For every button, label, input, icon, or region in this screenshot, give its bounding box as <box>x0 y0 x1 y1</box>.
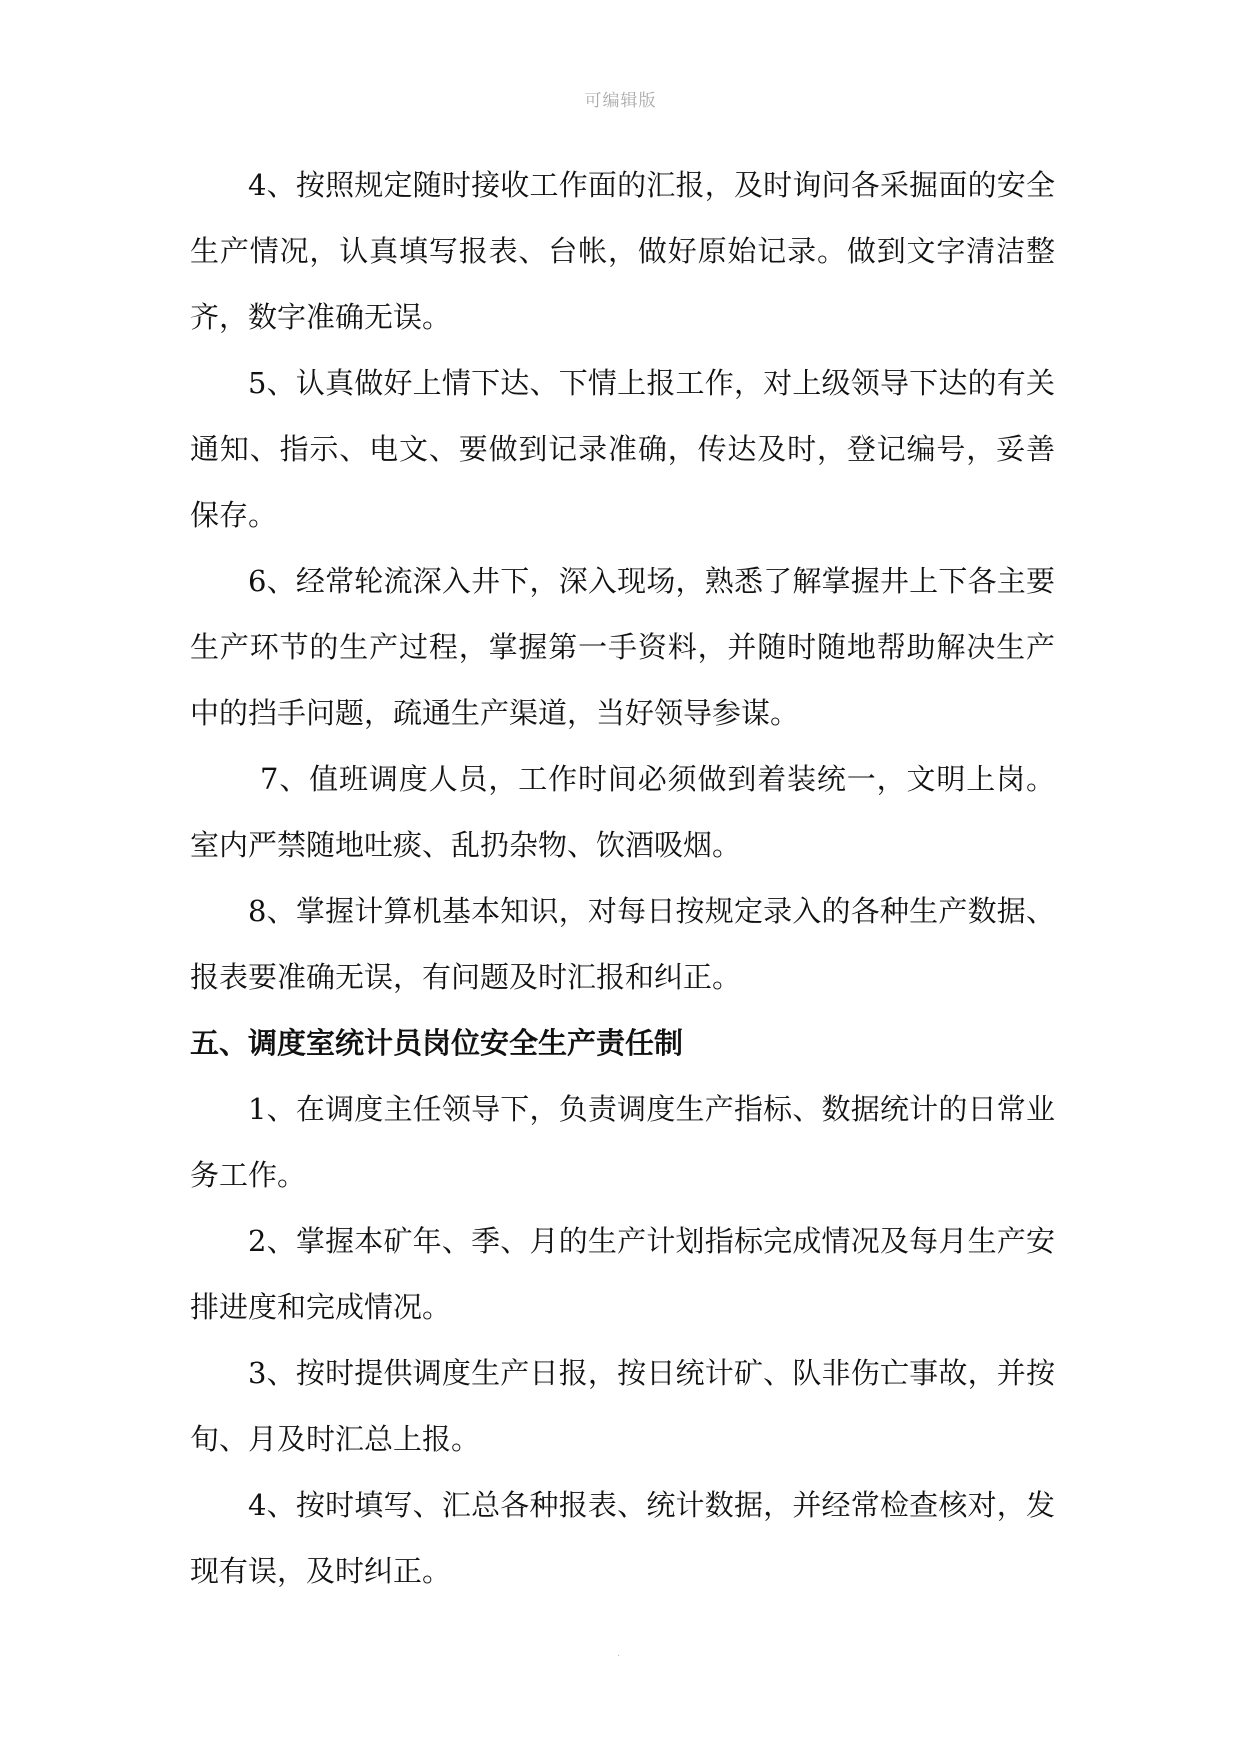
paragraph-item-6: 6、经常轮流深入井下，深入现场，熟悉了解掌握井上下各主要生产环节的生产过程，掌握第一手资料，并随时随地帮助解决生产中的挡手问题，疏通生产渠道，当好领导参谋。 <box>190 564 1055 730</box>
paragraph-item-7: 7、值班调度人员，工作时间必须做到着装统一，文明上岗。室内严禁随地吐痰、乱扔杂物、饮酒吸烟。 <box>190 762 1055 862</box>
paragraph-item-5: 5、认真做好上情下达、下情上报工作，对上级领导下达的有关通知、指示、电文、要做到记录准确，传达及时，登记编号，妥善保存。 <box>190 366 1055 532</box>
section-paragraph-2: 2、掌握本矿年、季、月的生产计划指标完成情况及每月生产安排进度和完成情况。 <box>190 1224 1055 1324</box>
paragraph-item-8: 8、掌握计算机基本知识，对每日按规定录入的各种生产数据、报表要准确无误，有问题及时汇报和纠正。 <box>190 894 1055 994</box>
section-paragraph-1: 1、在调度主任领导下，负责调度生产指标、数据统计的日常业务工作。 <box>190 1092 1055 1192</box>
section-heading: 五、调度室统计员岗位安全生产责任制 <box>190 1026 684 1060</box>
section-paragraph-4: 4、按时填写、汇总各种报表、统计数据，并经常检查核对，发现有误，及时纠正。 <box>190 1488 1055 1588</box>
paragraph-item-4: 4、按照规定随时接收工作面的汇报，及时询问各采掘面的安全生产情况，认真填写报表、台帐，做好原始记录。做到文字清洁整齐，数字准确无误。 <box>190 168 1055 334</box>
section-paragraph-3: 3、按时提供调度生产日报，按日统计矿、队非伤亡事故，并按旬、月及时汇总上报。 <box>190 1356 1055 1456</box>
page-footer-mark: . <box>617 1648 621 1659</box>
document-body <box>190 152 1055 1604</box>
page-header-watermark: 可编辑版 <box>584 91 657 111</box>
